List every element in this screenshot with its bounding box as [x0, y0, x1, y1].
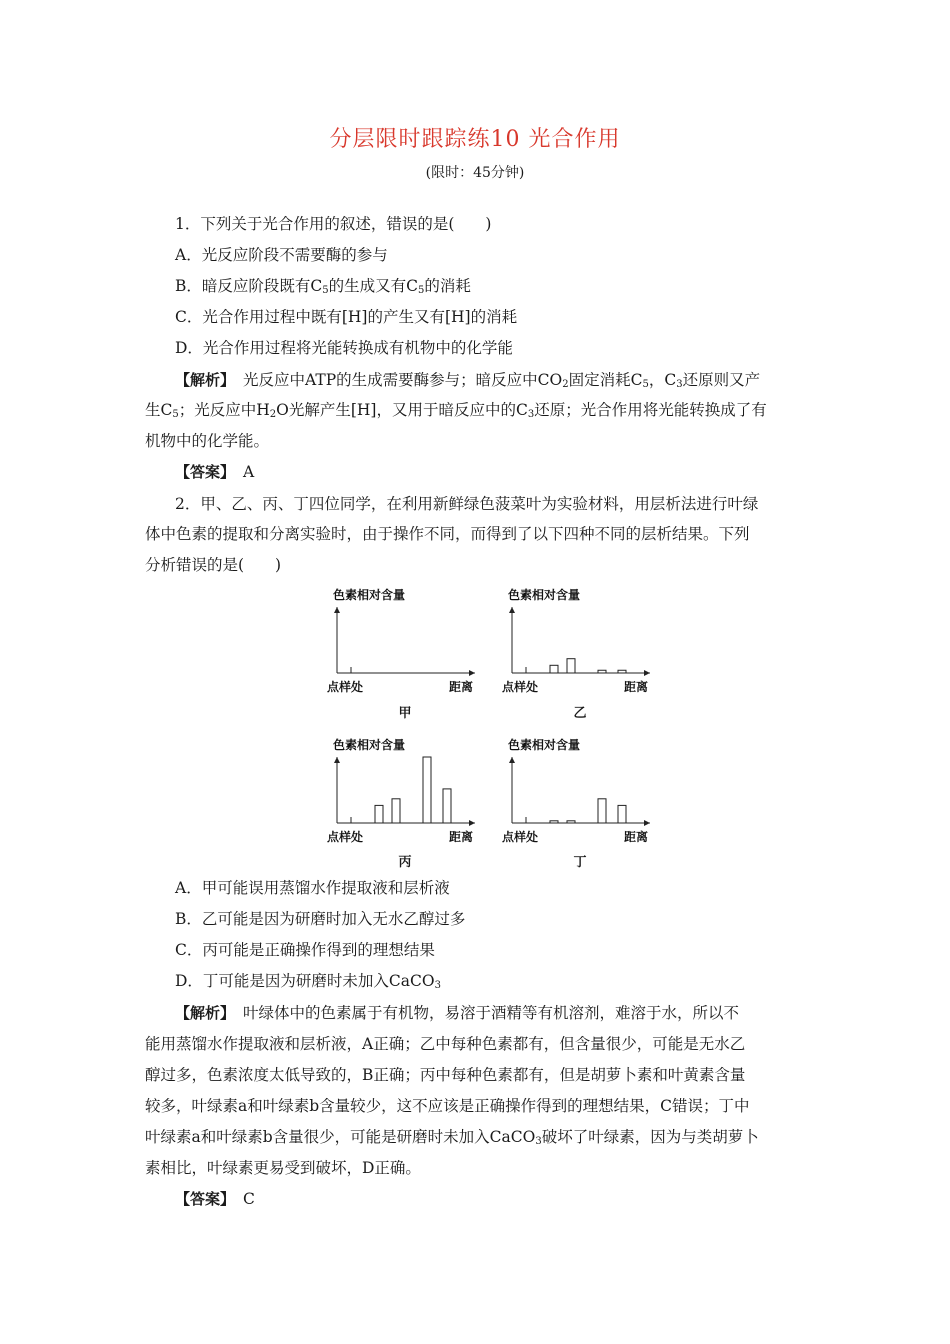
x-axis-start-label: 点样处	[327, 680, 364, 694]
q2-stem-line-3: 分析错误的是( )	[145, 556, 282, 574]
chart-bar	[423, 757, 431, 823]
q1-option-a: A．光反应阶段不需要酶的参与	[175, 246, 388, 264]
answer-label: 【答案】	[175, 463, 228, 481]
chart-bar	[375, 805, 383, 823]
q1-stem: 1．下列关于光合作用的叙述，错误的是( )	[175, 215, 492, 233]
q2-analysis-line-3: 醇过多，色素浓度太低导致的，B正确；丙中每种色素都有，但是胡萝卜素和叶黄素含量	[145, 1066, 746, 1084]
chart-bar	[550, 665, 558, 673]
x-axis-end-label: 距离	[449, 830, 474, 844]
q1-analysis-line-2: 生$C_5$；光反应中$H_2O$光解产生[H]，又用于暗反应中的$C_3$还原；光合作用将光能转换成了有	[145, 401, 767, 420]
y-axis-label: 色素相对含量	[508, 738, 581, 752]
q1-option-d: D．光合作用过程将光能转换成有机物中的化学能	[175, 339, 513, 357]
chart-jia-svg	[325, 585, 495, 715]
y-axis-arrow	[334, 607, 340, 613]
chart-bing-svg	[325, 735, 495, 865]
x-axis-start-label: 点样处	[502, 830, 539, 844]
chart-bar	[443, 789, 451, 823]
y-axis-arrow	[509, 607, 515, 613]
chart-bar	[567, 821, 575, 823]
x-axis-arrow	[469, 820, 475, 826]
x-axis-start-label: 点样处	[327, 830, 364, 844]
chart-ding-svg	[500, 735, 670, 865]
q2-answer	[175, 1189, 255, 1209]
analysis-label: 【解析】	[175, 371, 228, 389]
chart-bing-caption: 丙	[398, 855, 412, 870]
y-axis-label: 色素相对含量	[333, 738, 406, 752]
q1-analysis-line-1: 【解析】 光反应中ATP的生成需要酶参与；暗反应中$CO_2$固定消耗$C_5$，$C_3$还原则又产	[175, 371, 761, 390]
x-axis-start-label: 点样处	[502, 680, 539, 694]
x-axis-arrow	[644, 820, 650, 826]
q2-answer-value: C	[243, 1190, 255, 1208]
q2-stem-line-2: 体中色素的提取和分离实验时，由于操作不同，而得到了以下四种不同的层析结果。下列	[145, 525, 750, 543]
chart-yi-svg	[500, 585, 670, 715]
q2-option-d: D．丁可能是因为研磨时未加入CaCO$_3$	[175, 972, 441, 991]
y-axis-label: 色素相对含量	[333, 588, 406, 602]
chart-bar	[392, 799, 400, 823]
chart-bing	[325, 735, 495, 865]
q2-analysis-text-1: 叶绿体中的色素属于有机物，易溶于酒精等有机溶剂，难溶于水，所以不	[243, 1004, 740, 1022]
chart-bar	[618, 805, 626, 823]
x-axis-end-label: 距离	[624, 680, 649, 694]
analysis-label: 【解析】	[175, 1004, 228, 1022]
y-axis-arrow	[509, 757, 515, 763]
chart-bar	[598, 670, 606, 673]
q2-analysis-line-5: 叶绿素a和叶绿素b含量很少，可能是研磨时未加入CaCO$_3$破坏了叶绿素，因为与类胡萝卜	[145, 1128, 759, 1147]
q1-answer	[175, 462, 254, 482]
q2-analysis-line-1	[175, 1003, 739, 1023]
time-limit: (限时：45分钟)	[425, 165, 525, 181]
chart-yi-caption: 乙	[573, 706, 587, 721]
q2-option-c: C．丙可能是正确操作得到的理想结果	[175, 941, 435, 959]
page-title: 分层限时跟踪练10 光合作用	[329, 127, 621, 152]
chart-jia-caption: 甲	[398, 706, 412, 721]
chart-bar	[550, 821, 558, 823]
q2-option-a: A．甲可能误用蒸馏水作提取液和层析液	[175, 879, 450, 897]
chart-ding-caption: 丁	[573, 855, 587, 870]
y-axis-label: 色素相对含量	[508, 588, 581, 602]
q1-option-c: C．光合作用过程中既有[H]的产生又有[H]的消耗	[175, 308, 518, 326]
q2-option-b: B．乙可能是因为研磨时加入无水乙醇过多	[175, 910, 466, 928]
chart-yi	[500, 585, 670, 715]
chart-jia	[325, 585, 495, 715]
q1-option-b: B．暗反应阶段既有$C_5$的生成又有$C_5$的消耗	[175, 277, 471, 296]
x-axis-end-label: 距离	[624, 830, 649, 844]
q2-analysis-line-2: 能用蒸馏水作提取液和层析液，A正确；乙中每种色素都有，但含量很少，可能是无水乙	[145, 1035, 746, 1053]
answer-label: 【答案】	[175, 1190, 228, 1208]
y-axis-arrow	[334, 757, 340, 763]
x-axis-arrow	[644, 670, 650, 676]
chart-bar	[567, 659, 575, 673]
chart-bar	[618, 670, 626, 673]
q1-answer-value: A	[243, 463, 255, 481]
chart-ding	[500, 735, 670, 865]
x-axis-arrow	[469, 670, 475, 676]
chart-bar	[598, 799, 606, 823]
x-axis-end-label: 距离	[449, 680, 474, 694]
q1-analysis-line-3: 机物中的化学能。	[145, 432, 270, 450]
q2-analysis-line-6: 素相比，叶绿素更易受到破坏，D正确。	[145, 1159, 421, 1177]
q2-stem-line-1: 2．甲、乙、丙、丁四位同学，在利用新鲜绿色菠菜叶为实验材料，用层析法进行叶绿	[175, 495, 759, 513]
q2-analysis-line-4: 较多，叶绿素a和叶绿素b含量较少，这不应该是正确操作得到的理想结果，C错误；丁中	[145, 1097, 750, 1115]
